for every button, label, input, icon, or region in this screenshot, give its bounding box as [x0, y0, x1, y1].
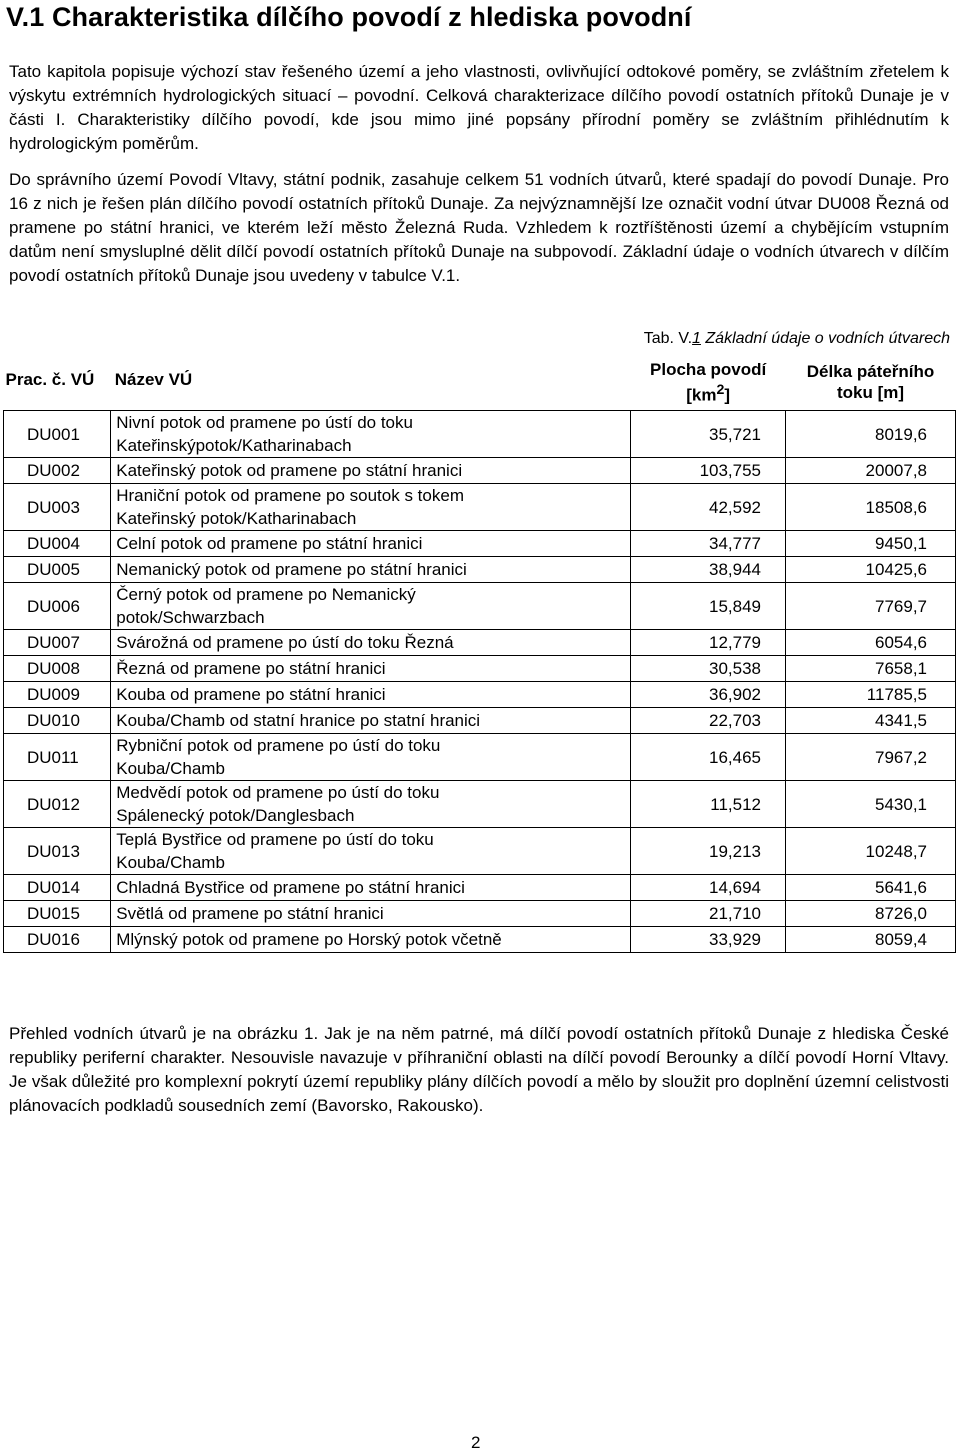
cell-name	[111, 781, 631, 828]
header-area-unit-open: [km	[686, 385, 717, 405]
cell-code: DU013	[4, 828, 111, 875]
cell-length: 7658,1	[786, 656, 956, 682]
cell-name-line1: Kouba/Chamb od statní hranice po statní hranici	[116, 710, 481, 730]
cell-area: 21,710	[631, 901, 786, 927]
overview-paragraph: Přehled vodních útvarů je na obrázku 1. Jak je na něm patrné, má dílčí povodí ostatních přítoků Dunaje z hlediska České republiky periferní charakter. Nesouvisle navazuje v příhraniční oblasti na dílčí povodí Berounky a dílčí povodí Horní Vltavy. Je však důležité pro komplexní pokrytí území republiky plány dílčích povodí a mělo by sloužit pro doplnění územní celistvosti plánovacích podkladů sousedních zemí (Bavorsko, Rakousko).	[9, 1024, 949, 1115]
cell-length: 20007,8	[786, 458, 956, 484]
water-bodies-table	[3, 350, 956, 953]
header-area	[631, 350, 786, 411]
table-row	[4, 927, 956, 953]
cell-name	[111, 484, 631, 531]
table-row	[4, 531, 956, 557]
cell-name-line2: Kouba/Chamb	[116, 759, 225, 778]
cell-code: DU007	[4, 630, 111, 656]
cell-length: 8059,4	[786, 927, 956, 953]
cell-length: 6054,6	[786, 630, 956, 656]
table-row	[4, 781, 956, 828]
table-row	[4, 682, 956, 708]
cell-length: 7769,7	[786, 583, 956, 630]
table-body	[4, 411, 956, 953]
cell-name-line1: Řezná od pramene po státní hranici	[116, 658, 386, 678]
cell-name-line1: Chladná Bystřice od pramene po státní hranici	[116, 877, 465, 897]
cell-name-line1: Černý potok od pramene po Nemanický	[116, 585, 416, 604]
cell-name-line1: Nemanický potok od pramene po státní hranici	[116, 559, 467, 579]
cell-area: 11,512	[631, 781, 786, 828]
cell-area: 38,944	[631, 557, 786, 583]
header-area-unit-sup: 2	[716, 381, 725, 398]
table-row	[4, 734, 956, 781]
cell-name	[111, 656, 631, 682]
header-name: Název VÚ	[114, 370, 193, 389]
cell-name	[111, 531, 631, 557]
cell-name-line1: Světlá od pramene po státní hranici	[116, 903, 384, 923]
cell-name-line1: Hraniční potok od pramene po soutok s tokem	[116, 486, 464, 505]
page-number: 2	[471, 1433, 481, 1452]
cell-length: 9450,1	[786, 531, 956, 557]
table-header-row	[4, 350, 956, 411]
cell-length: 8726,0	[786, 901, 956, 927]
cell-name	[111, 734, 631, 781]
cell-name-line2: potok/Schwarzbach	[116, 608, 265, 627]
cell-name-line1: Rybniční potok od pramene po ústí do toku	[116, 736, 441, 755]
cell-name	[111, 682, 631, 708]
caption-prefix: Tab. V.	[643, 330, 693, 347]
cell-area: 34,777	[631, 531, 786, 557]
intro-paragraph: Tato kapitola popisuje výchozí stav řešeného území a jeho vlastnosti, ovlivňující odtokové poměry, se zvláštním zřetelem k výskytu extrémních hydrologických situací – povodní. Celková charakterizace dílčího povodí ostatních přítoků Dunaje je v části I. Charakteristiky dílčího povodí, kde jsou mimo jiné popsány přírodní poměry se zvláštním přihlédnutím k hydrologickým poměrům.	[9, 62, 949, 153]
header-code: Prac. č. VÚ	[5, 370, 95, 389]
cell-code: DU004	[4, 531, 111, 557]
cell-name	[111, 708, 631, 734]
table-row	[4, 708, 956, 734]
cell-name-line1: Mlýnský potok od pramene po Horský potok včetně	[116, 929, 502, 949]
cell-code: DU009	[4, 682, 111, 708]
cell-name	[111, 927, 631, 953]
cell-area: 35,721	[631, 411, 786, 458]
cell-name-line1: Svárožná od pramene po ústí do toku Řezná	[116, 632, 454, 652]
table-row	[4, 458, 956, 484]
cell-name	[111, 411, 631, 458]
cell-name	[111, 458, 631, 484]
cell-name-line2: Kouba/Chamb	[116, 853, 225, 872]
cell-area: 16,465	[631, 734, 786, 781]
cell-code: DU016	[4, 927, 111, 953]
cell-length: 5641,6	[786, 875, 956, 901]
cell-code: DU006	[4, 583, 111, 630]
cell-name-line1: Celní potok od pramene po státní hranici	[116, 533, 423, 553]
cell-code: DU014	[4, 875, 111, 901]
table-caption	[644, 330, 950, 348]
cell-length: 7967,2	[786, 734, 956, 781]
cell-name-line2: Kateřinskýpotok/Katharinabach	[116, 436, 352, 455]
table-row	[4, 828, 956, 875]
cell-code: DU015	[4, 901, 111, 927]
scope-paragraph: Do správního území Povodí Vltavy, státní podnik, zasahuje celkem 51 vodních útvarů, které spadají do povodí Dunaje. Pro 16 z nich je řešen plán dílčího povodí ostatních přítoků Dunaje. Za nejvýznamnější lze označit vodní útvar DU008 Řezná od pramene po státní hranici, ve kterém leží město Železná Ruda. Vzhledem k roztříštěnosti území a chybějícím vstupním datům není smysluplné dělit dílčí povodí ostatních přítoků Dunaje na subpovodí. Základní údaje o vodních útvarech v dílčím povodí ostatních přítoků Dunaje jsou uvedeny v tabulce V.1.	[9, 170, 949, 285]
cell-name-line1: Kouba od pramene po státní hranici	[116, 684, 386, 704]
cell-area: 103,755	[631, 458, 786, 484]
table-row	[4, 583, 956, 630]
cell-name-line1: Teplá Bystřice od pramene po ústí do toku	[116, 830, 434, 849]
cell-area: 36,902	[631, 682, 786, 708]
table-row	[4, 484, 956, 531]
cell-length: 4341,5	[786, 708, 956, 734]
cell-area: 30,538	[631, 656, 786, 682]
cell-name	[111, 828, 631, 875]
header-area-label: Plocha povodí	[650, 359, 767, 379]
cell-code: DU010	[4, 708, 111, 734]
cell-length: 18508,6	[786, 484, 956, 531]
cell-name-line1: Medvědí potok od pramene po ústí do toku	[116, 783, 440, 802]
cell-name-line1: Kateřinský potok od pramene po státní hranici	[116, 460, 463, 480]
cell-code: DU012	[4, 781, 111, 828]
table-row	[4, 411, 956, 458]
table-row	[4, 557, 956, 583]
cell-name	[111, 557, 631, 583]
cell-name-line2: Spálenecký potok/Danglesbach	[116, 806, 355, 825]
cell-name-line1: Nivní potok od pramene po ústí do toku	[116, 413, 413, 432]
cell-length: 10425,6	[786, 557, 956, 583]
cell-name	[111, 630, 631, 656]
cell-area: 12,779	[631, 630, 786, 656]
cell-area: 15,849	[631, 583, 786, 630]
cell-name	[111, 875, 631, 901]
cell-length: 10248,7	[786, 828, 956, 875]
caption-number: 1	[692, 330, 701, 347]
cell-area: 14,694	[631, 875, 786, 901]
caption-title: Základní údaje o vodních útvarech	[700, 330, 950, 347]
page-title: V.1 Charakteristika dílčího povodí z hlediska povodní	[6, 2, 692, 32]
cell-code: DU011	[4, 734, 111, 781]
cell-length: 11785,5	[786, 682, 956, 708]
cell-code: DU002	[4, 458, 111, 484]
cell-code: DU003	[4, 484, 111, 531]
cell-length: 8019,6	[786, 411, 956, 458]
cell-area: 42,592	[631, 484, 786, 531]
cell-name-line2: Kateřinský potok/Katharinabach	[116, 509, 357, 528]
cell-code: DU001	[4, 411, 111, 458]
table-row	[4, 875, 956, 901]
cell-area: 22,703	[631, 708, 786, 734]
header-length: Délka páteřního toku [m]	[806, 362, 935, 402]
cell-name	[111, 901, 631, 927]
table-row	[4, 630, 956, 656]
header-area-unit-close: ]	[724, 385, 731, 405]
cell-code: DU005	[4, 557, 111, 583]
cell-area: 33,929	[631, 927, 786, 953]
cell-name	[111, 583, 631, 630]
cell-length: 5430,1	[786, 781, 956, 828]
table-row	[4, 901, 956, 927]
table-row	[4, 656, 956, 682]
cell-area: 19,213	[631, 828, 786, 875]
cell-code: DU008	[4, 656, 111, 682]
